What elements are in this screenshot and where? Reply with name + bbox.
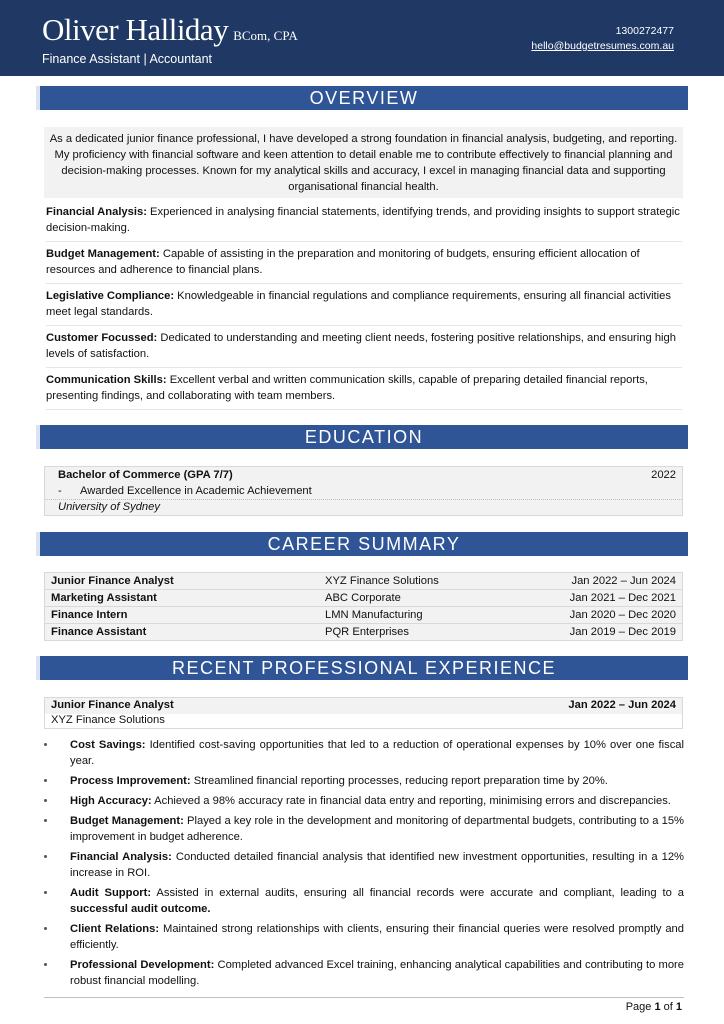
- page-number: [626, 1001, 682, 1013]
- degree-title: Bachelor of Commerce (GPA 7/7): [58, 469, 233, 481]
- list-item: [44, 737, 684, 769]
- career-company: ABC Corporate: [319, 590, 531, 607]
- list-item: [44, 921, 684, 953]
- list-item: [44, 885, 684, 917]
- skill-item: [46, 372, 682, 410]
- skill-title: Financial Analysis:: [46, 206, 147, 218]
- achievement-title: Process Improvement:: [70, 775, 191, 787]
- skill-title: Customer Focussed:: [46, 332, 158, 344]
- section-heading-experience: RECENT PROFESSIONAL EXPERIENCE: [36, 656, 688, 680]
- table-row: [45, 590, 683, 607]
- bullet-icon: [44, 963, 47, 966]
- achievement-title: Financial Analysis:: [70, 851, 172, 863]
- footer-divider: [44, 997, 684, 998]
- career-dates: Jan 2021 – Dec 2021: [531, 590, 683, 607]
- award-text: Awarded Excellence in Academic Achievement: [80, 485, 312, 497]
- list-item: [44, 957, 684, 989]
- section-heading-career: CAREER SUMMARY: [36, 532, 688, 556]
- education-entry: [44, 466, 683, 516]
- bullet-icon: [44, 779, 47, 782]
- education-divider: [45, 499, 682, 500]
- page-current: 1: [654, 1001, 661, 1013]
- list-item: [44, 849, 684, 881]
- achievement-title: High Accuracy:: [70, 795, 152, 807]
- career-company: XYZ Finance Solutions: [319, 573, 531, 590]
- section-heading-overview: OVERVIEW: [36, 86, 688, 110]
- bullet-icon: [44, 819, 47, 822]
- section-heading-education: EDUCATION: [36, 425, 688, 449]
- candidate-subtitle: Finance Assistant | Accountant: [42, 52, 213, 66]
- achievement-text: Assisted in external audits, ensuring all financial records were accurate and compliant, leading to a: [151, 887, 684, 899]
- skill-text: Capable of assisting in the preparation and monitoring of budgets, ensuring efficient allocation of resources and adherence to financial plans.: [46, 248, 640, 276]
- skill-text: Excellent verbal and written communication skills, capable of preparing detailed financial reports, presenting findings, and collaborating with team members.: [46, 374, 648, 402]
- career-role: Marketing Assistant: [45, 590, 320, 607]
- table-row: [45, 607, 683, 624]
- achievement-title: Professional Development:: [70, 959, 215, 971]
- skill-text: Dedicated to understanding and meeting client needs, fostering positive relationships, and ensuring high levels of satisfaction.: [46, 332, 676, 360]
- overview-summary: As a dedicated junior finance professional, I have developed a strong foundation in financial analysis, budgeting, and reporting. My proficiency with financial software and keen attention to detail enable me to contribute effectively to financial planning and decision-making processes. Known for my analytical skills and accuracy, I excel in managing financial data and supporting organisational financial health.: [44, 127, 683, 198]
- bullet-icon: [44, 799, 47, 802]
- page-of: of: [660, 1001, 676, 1013]
- experience-header: [44, 697, 683, 729]
- page-total: 1: [675, 1001, 682, 1013]
- list-item: [44, 773, 684, 789]
- skill-title: Budget Management:: [46, 248, 160, 260]
- award-dash: -: [58, 485, 62, 497]
- skill-title: Legislative Compliance:: [46, 290, 175, 302]
- table-row: [45, 573, 683, 590]
- list-item: [44, 793, 684, 809]
- achievement-text: Achieved a 98% accuracy rate in financial data entry and reporting, minimising errors and discrepancies.: [151, 795, 671, 807]
- skill-title: Communication Skills:: [46, 374, 167, 386]
- career-dates: Jan 2020 – Dec 2020: [531, 607, 683, 624]
- achievement-title: Budget Management:: [70, 815, 184, 827]
- contact-block: [531, 24, 674, 54]
- candidate-name: Oliver Halliday: [42, 12, 229, 47]
- achievement-title: Client Relations:: [70, 923, 160, 935]
- name-row: [42, 12, 298, 48]
- achievement-emphasis: successful audit outcome.: [70, 903, 211, 915]
- career-summary-table: [44, 572, 683, 641]
- career-dates: Jan 2019 – Dec 2019: [531, 624, 683, 641]
- skill-item: [46, 288, 682, 326]
- achievement-text: Played a key role in the development and monitoring of departmental budgets, contributing to a 15% improvement in budget adherence.: [70, 815, 685, 843]
- bullet-icon: [44, 743, 47, 746]
- career-role: Finance Intern: [45, 607, 320, 624]
- bullet-icon: [44, 891, 47, 894]
- skill-text: Knowledgeable in financial regulations and compliance requirements, ensuring all financial activities meet legal standards.: [46, 290, 671, 318]
- experience-role: Junior Finance Analyst: [51, 699, 174, 711]
- career-company: PQR Enterprises: [319, 624, 531, 641]
- achievement-list: [44, 737, 684, 993]
- header-banner: [0, 0, 724, 76]
- achievement-text: Conducted detailed financial analysis that identified new investment opportunities, resulting in a 12% increase in ROI.: [70, 851, 684, 879]
- award-line: [58, 485, 312, 497]
- graduation-year: 2022: [651, 469, 676, 481]
- candidate-credentials: BCom, CPA: [233, 28, 298, 43]
- career-company: LMN Manufacturing: [319, 607, 531, 624]
- email-link[interactable]: hello@budgetresumes.com.au: [531, 40, 674, 52]
- skill-item: [46, 204, 682, 242]
- skill-item: [46, 246, 682, 284]
- achievement-title: Cost Savings:: [70, 739, 146, 751]
- career-role: Finance Assistant: [45, 624, 320, 641]
- achievement-text: Streamlined financial reporting processes, reducing report preparation time by 20%.: [190, 775, 608, 787]
- career-role: Junior Finance Analyst: [45, 573, 320, 590]
- achievement-text: Maintained strong relationships with clients, ensuring their financial queries were resolved promptly and efficiently.: [70, 923, 684, 951]
- skill-item: [46, 330, 682, 368]
- bullet-icon: [44, 855, 47, 858]
- experience-dates: Jan 2022 – Jun 2024: [568, 699, 676, 711]
- career-dates: Jan 2022 – Jun 2024: [531, 573, 683, 590]
- experience-company: XYZ Finance Solutions: [51, 714, 165, 726]
- achievement-text: Identified cost-saving opportunities that led to a reduction of operational expenses by 10% over one fiscal year.: [70, 739, 684, 767]
- skill-text: Experienced in analysing financial statements, identifying trends, and providing insights to support strategic decision-making.: [46, 206, 680, 234]
- phone-number: 1300272477: [615, 25, 674, 37]
- list-item: [44, 813, 684, 845]
- table-row: [45, 624, 683, 641]
- university-name: University of Sydney: [58, 501, 160, 513]
- achievement-title: Audit Support:: [70, 887, 152, 899]
- page-prefix: Page: [625, 1001, 655, 1013]
- bullet-icon: [44, 927, 47, 930]
- achievement-text: Completed advanced Excel training, enhancing analytical capabilities and contributing to more robust financial modelling.: [70, 959, 684, 987]
